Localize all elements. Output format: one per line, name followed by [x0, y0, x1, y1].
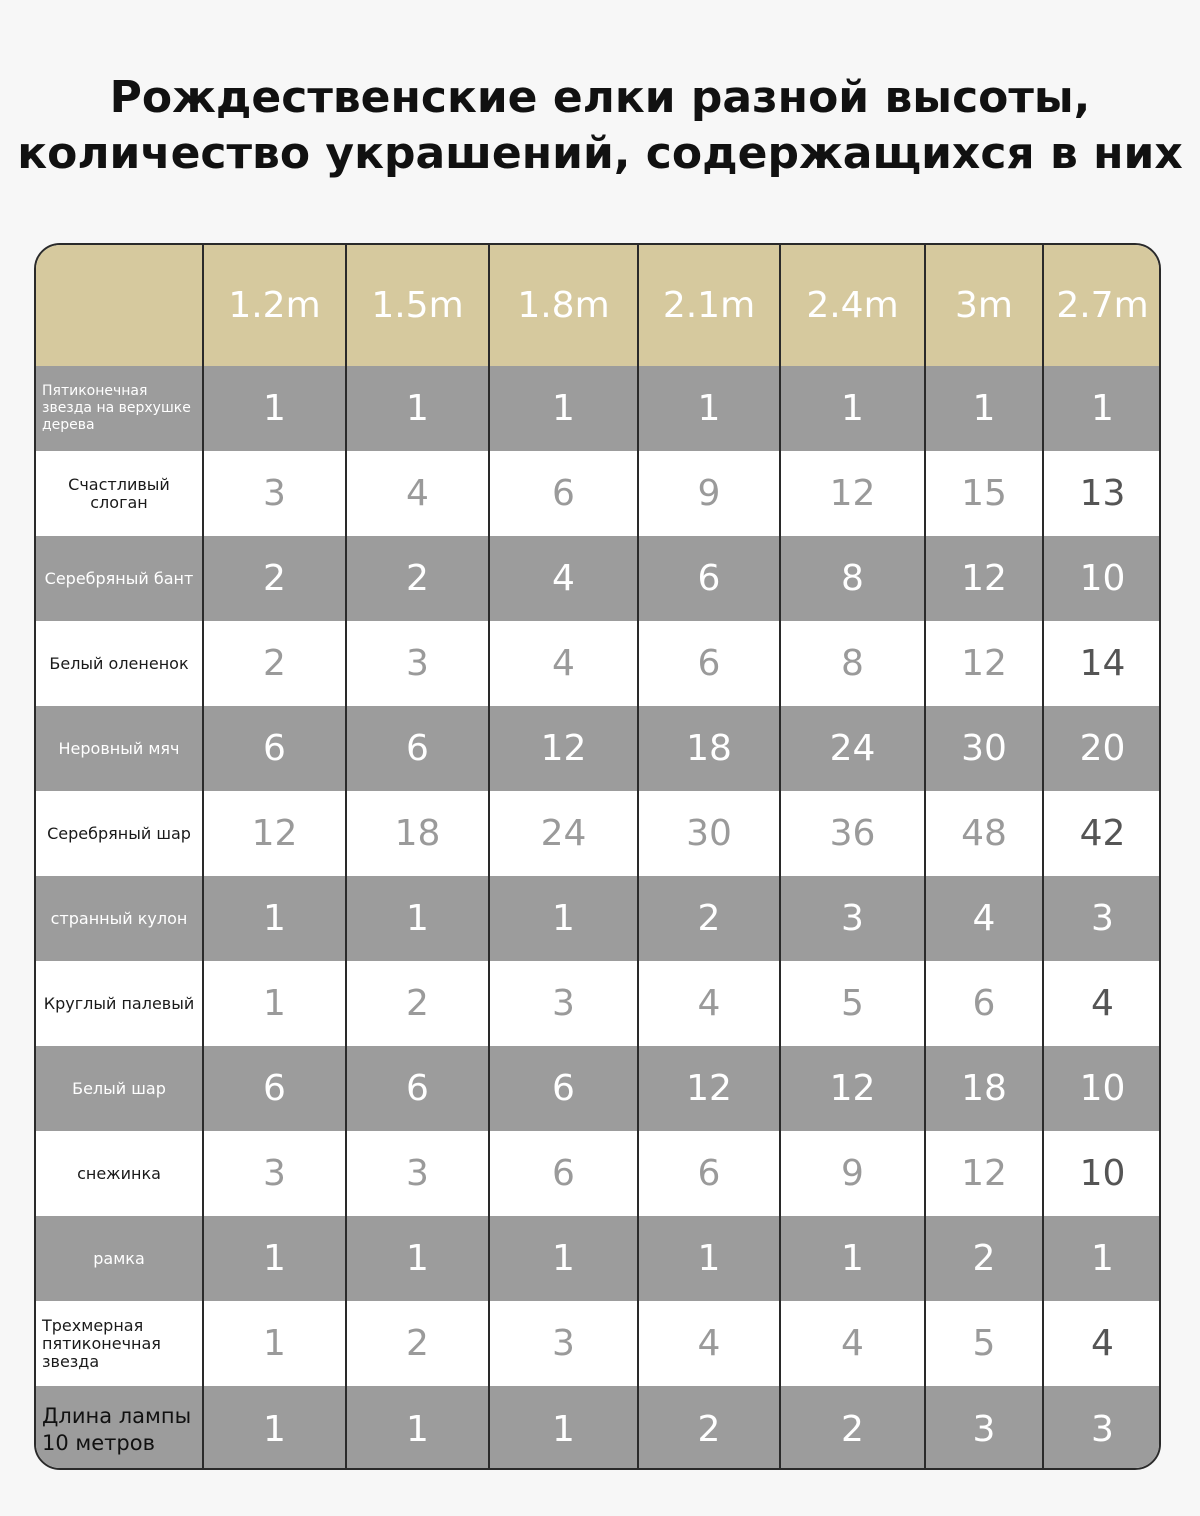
value-cell: 1	[347, 366, 490, 451]
value-cell: 10	[1044, 536, 1161, 621]
row-label: Неровный мяч	[36, 706, 204, 791]
value-cell: 1	[204, 366, 347, 451]
value-cell: 6	[490, 1046, 639, 1131]
value-cell: 12	[781, 1046, 926, 1131]
value-cell: 2	[204, 536, 347, 621]
value-cell: 1	[347, 1216, 490, 1301]
value-cell: 8	[781, 621, 926, 706]
value-cell: 1	[204, 1301, 347, 1386]
header-corner-cell	[36, 245, 204, 366]
value-cell: 1	[204, 1386, 347, 1470]
value-cell: 2	[926, 1216, 1044, 1301]
row-label: Счастливый слоган	[36, 451, 204, 536]
value-cell: 12	[204, 791, 347, 876]
value-cell: 4	[1044, 961, 1161, 1046]
value-cell: 3	[1044, 876, 1161, 961]
value-cell: 3	[1044, 1386, 1161, 1470]
row-label: рамка	[36, 1216, 204, 1301]
value-cell: 20	[1044, 706, 1161, 791]
value-cell: 48	[926, 791, 1044, 876]
value-cell: 1	[490, 876, 639, 961]
value-cell: 1	[204, 876, 347, 961]
value-cell: 30	[926, 706, 1044, 791]
row-label: Белый олененок	[36, 621, 204, 706]
value-cell: 9	[781, 1131, 926, 1216]
value-cell: 30	[639, 791, 781, 876]
value-cell: 2	[639, 876, 781, 961]
value-cell: 1	[490, 1216, 639, 1301]
value-cell: 9	[639, 451, 781, 536]
value-cell: 6	[490, 451, 639, 536]
row-label: Серебряный бант	[36, 536, 204, 621]
header-height-6: 3m	[926, 245, 1044, 366]
value-cell: 1	[490, 366, 639, 451]
header-height-4: 2.1m	[639, 245, 781, 366]
table-grid	[36, 245, 1159, 1468]
decorations-table	[34, 243, 1161, 1470]
value-cell: 3	[926, 1386, 1044, 1470]
value-cell: 5	[926, 1301, 1044, 1386]
value-cell: 18	[639, 706, 781, 791]
value-cell: 24	[490, 791, 639, 876]
value-cell: 13	[1044, 451, 1161, 536]
value-cell: 6	[347, 706, 490, 791]
header-height-7: 2.7m	[1044, 245, 1161, 366]
value-cell: 12	[926, 1131, 1044, 1216]
value-cell: 2	[781, 1386, 926, 1470]
row-label: Трехмерная пятиконечная звезда	[36, 1301, 204, 1386]
value-cell: 5	[781, 961, 926, 1046]
value-cell: 1	[926, 366, 1044, 451]
value-cell: 36	[781, 791, 926, 876]
value-cell: 4	[490, 536, 639, 621]
value-cell: 12	[490, 706, 639, 791]
value-cell: 1	[347, 876, 490, 961]
row-label: Круглый палевый	[36, 961, 204, 1046]
value-cell: 4	[347, 451, 490, 536]
value-cell: 1	[1044, 1216, 1161, 1301]
value-cell: 1	[639, 366, 781, 451]
row-label: Пятиконечная звезда на верхушке дерева	[36, 366, 204, 451]
header-height-1: 1.2m	[204, 245, 347, 366]
value-cell: 2	[204, 621, 347, 706]
value-cell: 18	[926, 1046, 1044, 1131]
value-cell: 12	[639, 1046, 781, 1131]
value-cell: 1	[639, 1216, 781, 1301]
row-label: снежинка	[36, 1131, 204, 1216]
value-cell: 2	[347, 961, 490, 1046]
value-cell: 1	[490, 1386, 639, 1470]
value-cell: 6	[347, 1046, 490, 1131]
value-cell: 4	[781, 1301, 926, 1386]
value-cell: 42	[1044, 791, 1161, 876]
header-height-5: 2.4m	[781, 245, 926, 366]
row-label: Серебряный шар	[36, 791, 204, 876]
value-cell: 4	[926, 876, 1044, 961]
value-cell: 24	[781, 706, 926, 791]
value-cell: 3	[204, 1131, 347, 1216]
value-cell: 1	[204, 961, 347, 1046]
value-cell: 3	[347, 621, 490, 706]
value-cell: 3	[490, 961, 639, 1046]
value-cell: 10	[1044, 1131, 1161, 1216]
value-cell: 2	[347, 536, 490, 621]
header-height-3: 1.8m	[490, 245, 639, 366]
row-label: Белый шар	[36, 1046, 204, 1131]
value-cell: 1	[204, 1216, 347, 1301]
value-cell: 1	[781, 366, 926, 451]
row-label: странный кулон	[36, 876, 204, 961]
value-cell: 3	[204, 451, 347, 536]
value-cell: 1	[781, 1216, 926, 1301]
value-cell: 6	[490, 1131, 639, 1216]
value-cell: 4	[490, 621, 639, 706]
value-cell: 6	[639, 1131, 781, 1216]
value-cell: 6	[204, 1046, 347, 1131]
value-cell: 3	[781, 876, 926, 961]
value-cell: 12	[926, 621, 1044, 706]
value-cell: 2	[639, 1386, 781, 1470]
value-cell: 15	[926, 451, 1044, 536]
value-cell: 12	[926, 536, 1044, 621]
value-cell: 6	[204, 706, 347, 791]
value-cell: 10	[1044, 1046, 1161, 1131]
value-cell: 1	[347, 1386, 490, 1470]
value-cell: 2	[347, 1301, 490, 1386]
title-line-2: количество украшений, содержащихся в них	[17, 128, 1183, 179]
value-cell: 3	[347, 1131, 490, 1216]
header-height-2: 1.5m	[347, 245, 490, 366]
value-cell: 4	[1044, 1301, 1161, 1386]
value-cell: 12	[781, 451, 926, 536]
row-label: Длина лампы 10 метров	[36, 1386, 204, 1470]
value-cell: 6	[639, 536, 781, 621]
page-title	[0, 70, 1200, 182]
value-cell: 6	[926, 961, 1044, 1046]
value-cell: 14	[1044, 621, 1161, 706]
value-cell: 6	[639, 621, 781, 706]
value-cell: 1	[1044, 366, 1161, 451]
value-cell: 3	[490, 1301, 639, 1386]
title-line-1: Рождественские елки разной высоты,	[109, 72, 1091, 123]
value-cell: 18	[347, 791, 490, 876]
value-cell: 4	[639, 961, 781, 1046]
value-cell: 8	[781, 536, 926, 621]
value-cell: 4	[639, 1301, 781, 1386]
